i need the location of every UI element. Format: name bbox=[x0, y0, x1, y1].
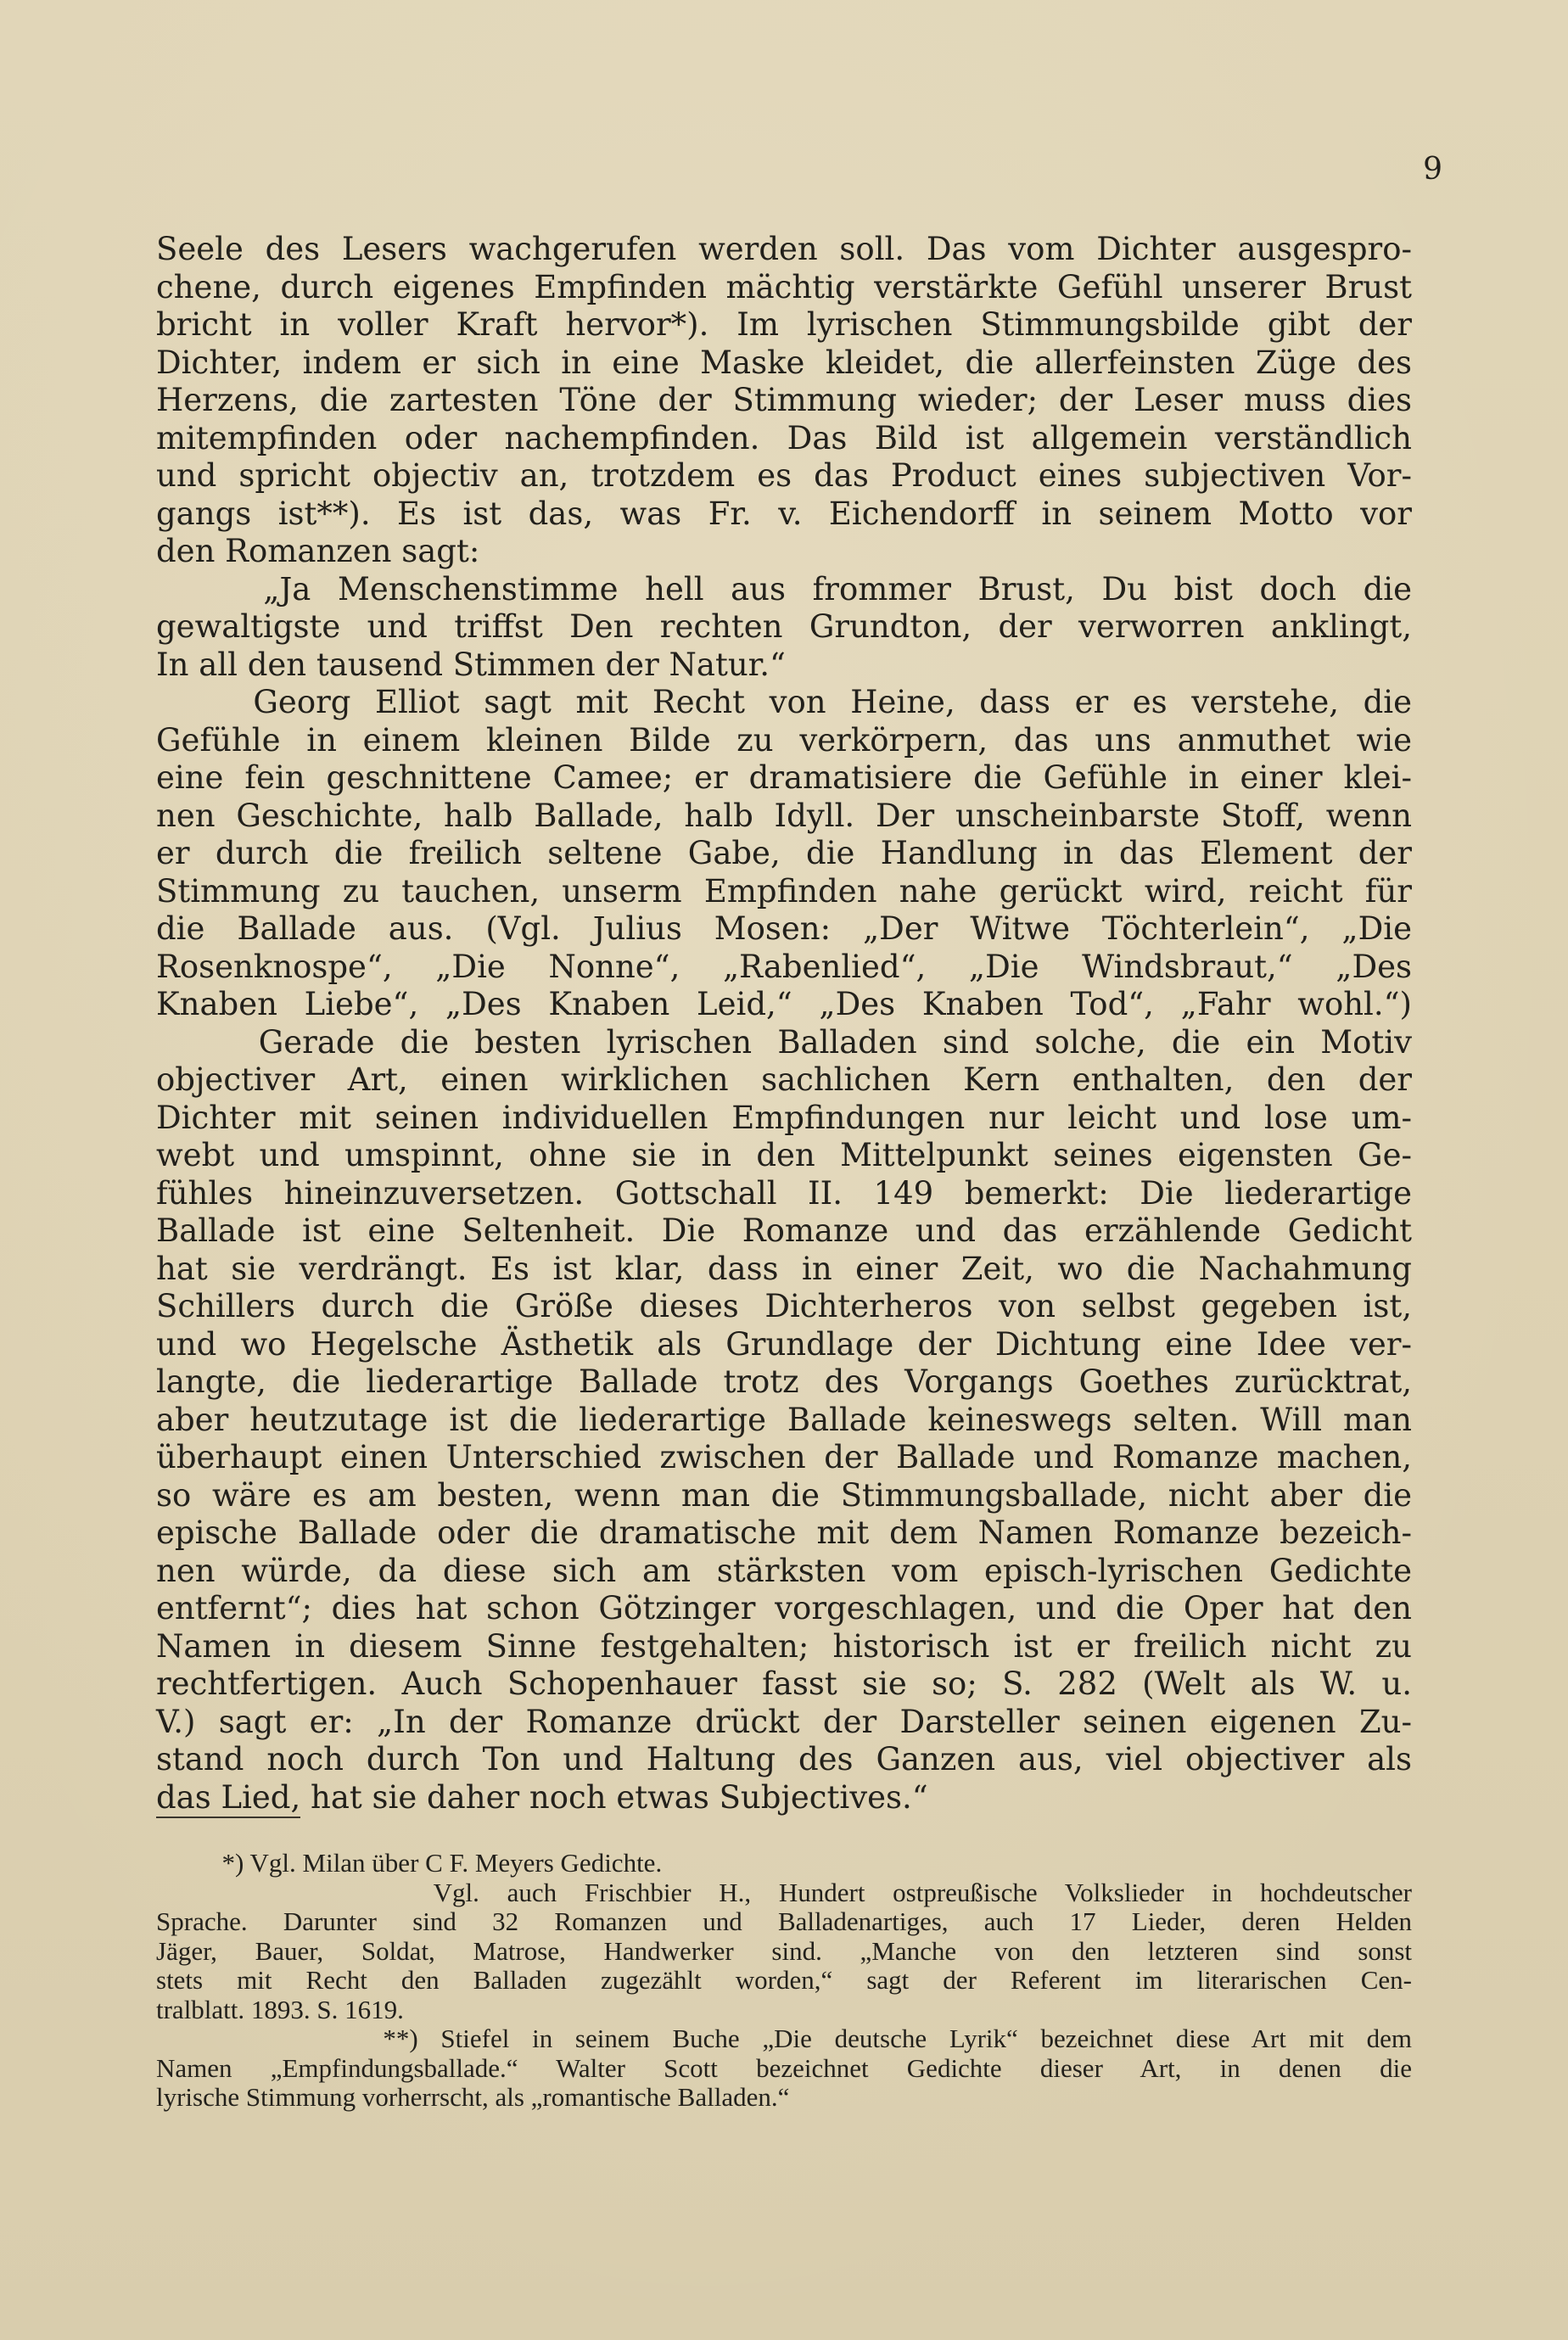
text-line: Seele des Lesers wachgerufen werden soll. Das vom Dichter ausgespro- bbox=[156, 231, 1412, 267]
text-line: Rosenknospe“, „Die Nonne“, „Rabenlied“, „Die Windsbraut,“ „Des bbox=[156, 948, 1412, 985]
text-line: Ballade ist eine Seltenheit. Die Romanze und das erzählende Gedicht bbox=[156, 1212, 1412, 1249]
text-line: epische Ballade oder die dramatische mit dem Namen Romanze bezeich- bbox=[156, 1514, 1412, 1551]
text-line: aber heutzutage ist die liederartige Ballade keineswegs selten. Will man bbox=[156, 1401, 1412, 1438]
text-line: er durch die freilich seltene Gabe, die Handlung in das Element der bbox=[156, 835, 1412, 871]
text-line: webt und umspinnt, ohne sie in den Mittelpunkt seines eigensten Ge- bbox=[156, 1137, 1412, 1173]
text-line: rechtfertigen. Auch Schopenhauer fasst sie so; S. 282 (Welt als W. u. bbox=[156, 1665, 1412, 1702]
text-line: Gerade die besten lyrischen Balladen sind solche, die ein Motiv bbox=[156, 1023, 1412, 1061]
text-line: Stimmung zu tauchen, unserm Empfinden nahe gerückt wird, reicht für bbox=[156, 872, 1412, 910]
quote-line: In all den tausend Stimmen der Natur.“ bbox=[156, 646, 786, 683]
text-line: chene, durch eigenes Empfinden mächtig verstärkte Gefühl unserer Brust bbox=[156, 268, 1412, 305]
footnote-line: tralblatt. 1893. S. 1619. bbox=[156, 1994, 404, 2024]
text-line: Knaben Liebe“, „Des Knaben Leid,“ „Des Knaben Tod“, „Fahr wohl.“) bbox=[156, 986, 1412, 1022]
quote-line: „Ja Menschenstimme hell aus frommer Brust, Du bist doch die bbox=[156, 570, 1412, 607]
text-line: fühles hineinzuversetzen. Gottschall II. 149 bemerkt: Die liederartige bbox=[156, 1174, 1412, 1212]
text-line: Georg Elliot sagt mit Recht von Heine, dass er es verstehe, die bbox=[156, 684, 1412, 720]
footnote-line: Vgl. auch Frischbier H., Hundert ostpreußische Volkslieder in hochdeutscher bbox=[156, 1877, 1412, 1907]
text-line: das Lied, hat sie daher noch etwas Subjectives.“ bbox=[156, 1778, 928, 1816]
text-line: langte, die liederartige Ballade trotz des Vorgangs Goethes zurücktrat, bbox=[156, 1363, 1412, 1400]
text-line: überhaupt einen Unterschied zwischen der Ballade und Romanze machen, bbox=[156, 1439, 1412, 1475]
text-line: Dichter mit seinen individuellen Empfindungen nur leicht und lose um- bbox=[156, 1099, 1412, 1136]
text-line: bricht in voller Kraft hervor*). Im lyrischen Stimmungsbilde gibt der bbox=[156, 306, 1412, 343]
text-line: V.) sagt er: „In der Romanze drückt der Darsteller seinen eigenen Zu- bbox=[156, 1703, 1412, 1740]
text-line: Dichter, indem er sich in eine Maske kleidet, die allerfeinsten Züge des bbox=[156, 344, 1412, 381]
footnote-line: stets mit Recht den Balladen zugezählt worden,“ sagt der Referent im literarischen Cen- bbox=[156, 1965, 1412, 1995]
text-line: Schillers durch die Größe dieses Dichterheros von selbst gegeben ist, bbox=[156, 1288, 1412, 1324]
footnote-line: Jäger, Bauer, Soldat, Matrose, Handwerker sind. „Manche von den letzteren sind sonst bbox=[156, 1935, 1412, 1966]
text-line: entfernt“; dies hat schon Götzinger vorgeschlagen, und die Oper hat den bbox=[156, 1590, 1412, 1626]
text-line: die Ballade aus. (Vgl. Julius Mosen: „Der Witwe Töchterlein“, „Die bbox=[156, 910, 1412, 947]
footnote-line: *) Vgl. Milan über C F. Meyers Gedichte. bbox=[156, 1848, 663, 1878]
text-line: Gefühle in einem kleinen Bilde zu verkörpern, das uns anmuthet wie bbox=[156, 721, 1412, 759]
footnote-line: lyrische Stimmung vorherrscht, als „romantische Balladen.“ bbox=[156, 2082, 790, 2112]
text-line: eine fein geschnittene Camee; er dramatisiere die Gefühle in einer klei- bbox=[156, 759, 1412, 796]
text-line: und spricht objectiv an, trotzdem es das Product eines subjectiven Vor- bbox=[156, 457, 1412, 494]
footnote-divider bbox=[156, 1817, 300, 1818]
text-line: nen Geschichte, halb Ballade, halb Idyll. Der unscheinbarste Stoff, wenn bbox=[156, 797, 1412, 834]
quote-line: gewaltigste und triffst Den rechten Grundton, der verworren anklingt, bbox=[156, 608, 1412, 645]
footnote-line: Namen „Empfindungsballade.“ Walter Scott bezeichnet Gedichte dieser Art, in denen die bbox=[156, 2052, 1412, 2083]
text-line: den Romanzen sagt: bbox=[156, 533, 480, 569]
footnotes bbox=[156, 1849, 1412, 2113]
footnote-line: Sprache. Darunter sind 32 Romanzen und Balladenartiges, auch 17 Lieder, deren Helden bbox=[156, 1906, 1412, 1936]
footnote-line: **) Stiefel in seinem Buche „Die deutsche Lyrik“ bezeichnet diese Art mit dem bbox=[156, 2024, 1412, 2053]
text-line: stand noch durch Ton und Haltung des Ganzen aus, viel objectiver als bbox=[156, 1741, 1412, 1777]
text-line: hat sie verdrängt. Es ist klar, dass in einer Zeit, wo die Nachahmung bbox=[156, 1250, 1412, 1287]
text-line: mitempfinden oder nachempfinden. Das Bild ist allgemein verständlich bbox=[156, 419, 1412, 456]
page-number: 9 bbox=[1423, 152, 1442, 187]
main-text bbox=[156, 231, 1412, 1817]
text-line: und wo Hegelsche Ästhetik als Grundlage der Dichtung eine Idee ver- bbox=[156, 1325, 1412, 1363]
text-line: nen würde, da diese sich am stärksten vom episch-lyrischen Gedichte bbox=[156, 1552, 1412, 1589]
text-line: so wäre es am besten, wenn man die Stimmungsballade, nicht aber die bbox=[156, 1476, 1412, 1514]
text-line: objectiver Art, einen wirklichen sachlichen Kern enthalten, den der bbox=[156, 1061, 1412, 1098]
text-line: Herzens, die zartesten Töne der Stimmung wieder; der Leser muss dies bbox=[156, 382, 1412, 418]
text-line: gangs ist**). Es ist das, was Fr. v. Eichendorff in seinem Motto vor bbox=[156, 495, 1412, 532]
text-line: Namen in diesem Sinne festgehalten; historisch ist er freilich nicht zu bbox=[156, 1627, 1412, 1665]
